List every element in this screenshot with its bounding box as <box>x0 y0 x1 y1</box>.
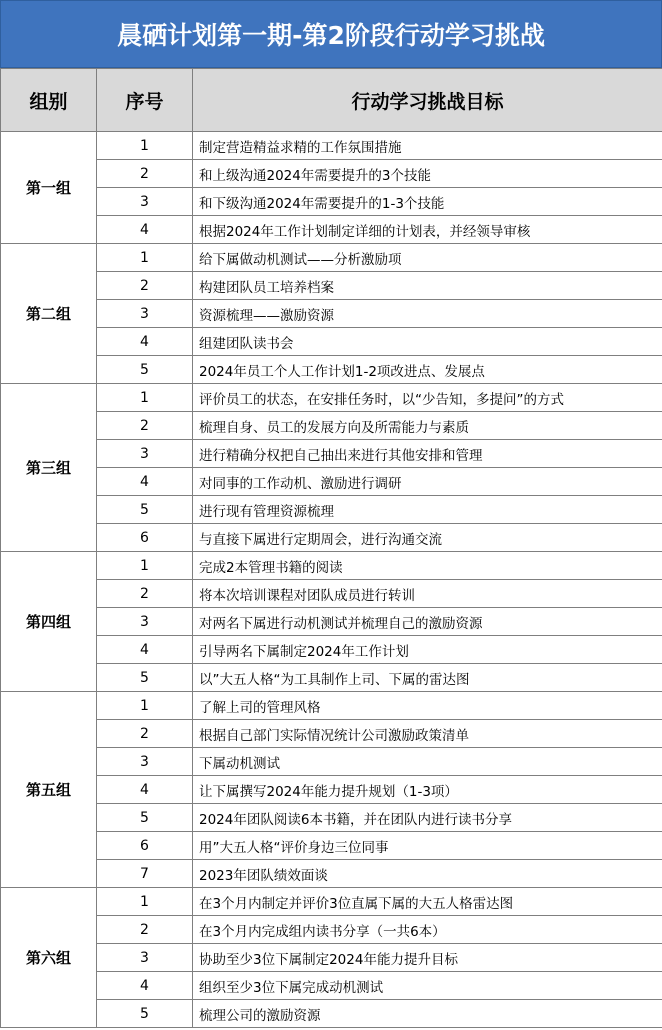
table-header-row <box>1 69 662 132</box>
seq-cell: 4 <box>97 216 193 244</box>
seq-cell: 6 <box>97 832 193 860</box>
seq-cell: 7 <box>97 860 193 888</box>
table-row <box>1 888 662 916</box>
seq-cell: 2 <box>97 412 193 440</box>
table-row <box>1 244 662 272</box>
goal-cell: 进行现有管理资源梳理 <box>193 496 662 524</box>
goal-cell: 制定营造精益求精的工作氛围措施 <box>193 132 662 160</box>
header-group: 组别 <box>1 69 97 132</box>
seq-cell: 3 <box>97 944 193 972</box>
table-row <box>1 328 662 356</box>
table-row <box>1 356 662 384</box>
goal-cell: 2024年员工个人工作计划1-2项改进点、发展点 <box>193 356 662 384</box>
seq-cell: 3 <box>97 300 193 328</box>
table-row <box>1 216 662 244</box>
group-name-cell: 第五组 <box>1 692 97 888</box>
table-row <box>1 300 662 328</box>
goal-cell: 进行精确分权把自己抽出来进行其他安排和管理 <box>193 440 662 468</box>
seq-cell: 3 <box>97 440 193 468</box>
seq-cell: 5 <box>97 496 193 524</box>
header-goal: 行动学习挑战目标 <box>193 69 662 132</box>
table-row <box>1 636 662 664</box>
goal-cell: 在3个月内制定并评价3位直属下属的大五人格雷达图 <box>193 888 662 916</box>
seq-cell: 4 <box>97 328 193 356</box>
seq-cell: 5 <box>97 664 193 692</box>
seq-cell: 1 <box>97 132 193 160</box>
table-row <box>1 832 662 860</box>
table-row <box>1 580 662 608</box>
table-row <box>1 608 662 636</box>
goal-cell: 对同事的工作动机、激励进行调研 <box>193 468 662 496</box>
table-row <box>1 412 662 440</box>
group-name-cell: 第六组 <box>1 888 97 1028</box>
seq-cell: 1 <box>97 692 193 720</box>
page-title: 晨硒计划第一期-第2阶段行动学习挑战 <box>0 0 662 68</box>
seq-cell: 1 <box>97 552 193 580</box>
table-row <box>1 468 662 496</box>
seq-cell: 6 <box>97 524 193 552</box>
seq-cell: 5 <box>97 804 193 832</box>
goal-cell: 引导两名下属制定2024年工作计划 <box>193 636 662 664</box>
goal-cell: 给下属做动机测试——分析激励项 <box>193 244 662 272</box>
seq-cell: 2 <box>97 160 193 188</box>
goal-cell: 让下属撰写2024年能力提升规划（1-3项） <box>193 776 662 804</box>
goal-cell: 组建团队读书会 <box>193 328 662 356</box>
seq-cell: 3 <box>97 188 193 216</box>
seq-cell: 1 <box>97 384 193 412</box>
table-row <box>1 524 662 552</box>
table-row <box>1 440 662 468</box>
goal-cell: 2024年团队阅读6本书籍，并在团队内进行读书分享 <box>193 804 662 832</box>
table-body <box>1 132 662 1028</box>
challenge-table <box>0 68 662 1028</box>
seq-cell: 5 <box>97 356 193 384</box>
goal-cell: 评价员工的状态，在安排任务时，以“少告知，多提问”的方式 <box>193 384 662 412</box>
seq-cell: 5 <box>97 1000 193 1028</box>
goal-cell: 2023年团队绩效面谈 <box>193 860 662 888</box>
group-name-cell: 第三组 <box>1 384 97 552</box>
goal-cell: 下属动机测试 <box>193 748 662 776</box>
goal-cell: 和下级沟通2024年需要提升的1-3个技能 <box>193 188 662 216</box>
table-row <box>1 384 662 412</box>
goal-cell: 将本次培训课程对团队成员进行转训 <box>193 580 662 608</box>
table-row <box>1 188 662 216</box>
table-row <box>1 972 662 1000</box>
table-row <box>1 916 662 944</box>
table-row <box>1 496 662 524</box>
goal-cell: 梳理公司的激励资源 <box>193 1000 662 1028</box>
table-row <box>1 860 662 888</box>
header-seq: 序号 <box>97 69 193 132</box>
goal-cell: 组织至少3位下属完成动机测试 <box>193 972 662 1000</box>
table-row <box>1 776 662 804</box>
seq-cell: 1 <box>97 888 193 916</box>
goal-cell: 了解上司的管理风格 <box>193 692 662 720</box>
goal-cell: 协助至少3位下属制定2024年能力提升目标 <box>193 944 662 972</box>
seq-cell: 2 <box>97 272 193 300</box>
group-name-cell: 第二组 <box>1 244 97 384</box>
table-row <box>1 160 662 188</box>
seq-cell: 4 <box>97 972 193 1000</box>
goal-cell: 在3个月内完成组内读书分享（一共6本） <box>193 916 662 944</box>
seq-cell: 3 <box>97 748 193 776</box>
seq-cell: 4 <box>97 776 193 804</box>
seq-cell: 3 <box>97 608 193 636</box>
seq-cell: 1 <box>97 244 193 272</box>
goal-cell: 完成2本管理书籍的阅读 <box>193 552 662 580</box>
table-row <box>1 552 662 580</box>
table-row <box>1 804 662 832</box>
goal-cell: 根据2024年工作计划制定详细的计划表，并经领导审核 <box>193 216 662 244</box>
goal-cell: 资源梳理——激励资源 <box>193 300 662 328</box>
goal-cell: 与直接下属进行定期周会，进行沟通交流 <box>193 524 662 552</box>
seq-cell: 2 <box>97 580 193 608</box>
group-name-cell: 第一组 <box>1 132 97 244</box>
table-row <box>1 720 662 748</box>
table-row <box>1 664 662 692</box>
goal-cell: 梳理自身、员工的发展方向及所需能力与素质 <box>193 412 662 440</box>
seq-cell: 2 <box>97 916 193 944</box>
goal-cell: 构建团队员工培养档案 <box>193 272 662 300</box>
group-name-cell: 第四组 <box>1 552 97 692</box>
table-row <box>1 748 662 776</box>
goal-cell: 用”大五人格“评价身边三位同事 <box>193 832 662 860</box>
table-row <box>1 1000 662 1028</box>
goal-cell: 以”大五人格“为工具制作上司、下属的雷达图 <box>193 664 662 692</box>
table-row <box>1 692 662 720</box>
goal-cell: 对两名下属进行动机测试并梳理自己的激励资源 <box>193 608 662 636</box>
table-row <box>1 132 662 160</box>
table-row <box>1 944 662 972</box>
goal-cell: 根据自己部门实际情况统计公司激励政策清单 <box>193 720 662 748</box>
seq-cell: 4 <box>97 636 193 664</box>
goal-cell: 和上级沟通2024年需要提升的3个技能 <box>193 160 662 188</box>
table-row <box>1 272 662 300</box>
seq-cell: 2 <box>97 720 193 748</box>
seq-cell: 4 <box>97 468 193 496</box>
